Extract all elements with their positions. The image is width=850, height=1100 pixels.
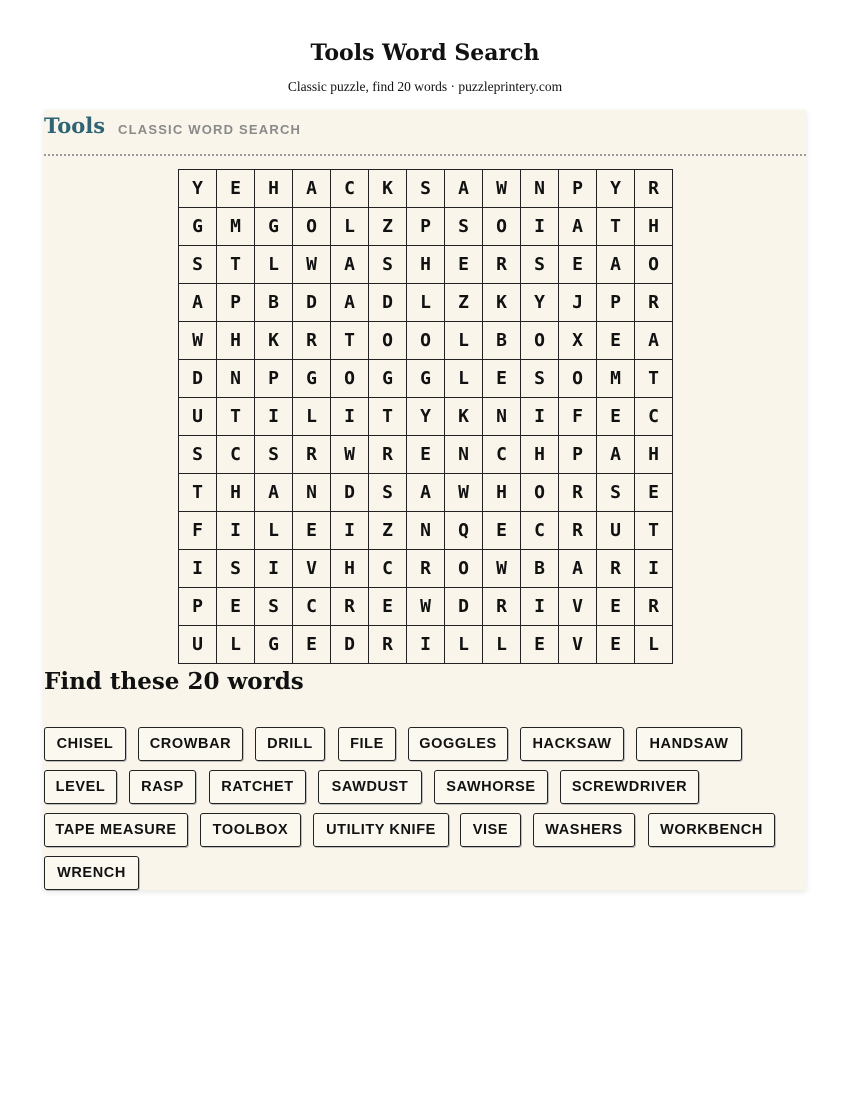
grid-cell[interactable]: R xyxy=(293,322,331,360)
grid-cell[interactable]: E xyxy=(559,246,597,284)
grid-cell[interactable]: E xyxy=(483,360,521,398)
grid-cell[interactable]: E xyxy=(293,626,331,664)
grid-cell[interactable]: P xyxy=(255,360,293,398)
grid-cell[interactable]: X xyxy=(559,322,597,360)
grid-cell[interactable]: O xyxy=(483,208,521,246)
grid-cell[interactable]: Q xyxy=(445,512,483,550)
grid-cell[interactable]: W xyxy=(445,474,483,512)
grid-cell[interactable]: S xyxy=(521,246,559,284)
grid-cell[interactable]: H xyxy=(407,246,445,284)
word-chip[interactable]: DRILL xyxy=(255,727,325,761)
grid-cell[interactable]: R xyxy=(635,284,673,322)
word-chip[interactable]: CROWBAR xyxy=(138,727,243,761)
grid-cell[interactable]: O xyxy=(521,474,559,512)
grid-cell[interactable]: P xyxy=(407,208,445,246)
grid-cell[interactable]: B xyxy=(521,550,559,588)
word-chip[interactable]: SAWHORSE xyxy=(434,770,548,804)
grid-cell[interactable]: R xyxy=(597,550,635,588)
word-chip[interactable]: WASHERS xyxy=(533,813,635,847)
grid-cell[interactable]: D xyxy=(331,626,369,664)
grid-cell[interactable]: N xyxy=(293,474,331,512)
word-chip[interactable]: WRENCH xyxy=(44,856,139,890)
puzzle-kind: CLASSIC WORD SEARCH xyxy=(118,122,302,137)
grid-cell[interactable]: N xyxy=(521,170,559,208)
grid-cell[interactable]: S xyxy=(521,360,559,398)
grid-cell[interactable]: N xyxy=(445,436,483,474)
grid-cell[interactable]: H xyxy=(217,474,255,512)
grid-cell[interactable]: P xyxy=(179,588,217,626)
grid-cell[interactable]: R xyxy=(483,246,521,284)
grid-cell[interactable]: H xyxy=(635,436,673,474)
grid-cell[interactable]: C xyxy=(369,550,407,588)
grid-cell[interactable]: G xyxy=(255,626,293,664)
grid-cell[interactable]: N xyxy=(407,512,445,550)
grid-cell[interactable]: R xyxy=(635,588,673,626)
page-subtitle: Classic puzzle, find 20 words · puzzleprintery.com xyxy=(287,79,563,94)
word-chip[interactable]: FILE xyxy=(338,727,396,761)
grid-cell[interactable]: H xyxy=(217,322,255,360)
grid-cell[interactable]: L xyxy=(445,322,483,360)
page-title: Tools Word Search xyxy=(310,40,540,66)
grid-cell[interactable]: D xyxy=(179,360,217,398)
grid-cell[interactable]: W xyxy=(407,588,445,626)
grid-cell[interactable]: S xyxy=(445,208,483,246)
grid-cell[interactable]: F xyxy=(179,512,217,550)
grid-cell[interactable]: I xyxy=(217,512,255,550)
grid-cell[interactable]: L xyxy=(407,284,445,322)
word-chip[interactable]: TAPE MEASURE xyxy=(44,813,188,847)
grid-cell[interactable]: D xyxy=(293,284,331,322)
grid-cell[interactable]: Y xyxy=(597,170,635,208)
grid-cell[interactable]: O xyxy=(407,322,445,360)
grid-cell[interactable]: T xyxy=(635,360,673,398)
grid-cell[interactable]: T xyxy=(369,398,407,436)
word-chip[interactable]: UTILITY KNIFE xyxy=(313,813,449,847)
grid-cell[interactable]: L xyxy=(445,360,483,398)
grid-cell[interactable]: A xyxy=(407,474,445,512)
grid-cell[interactable]: H xyxy=(521,436,559,474)
grid-cell[interactable]: F xyxy=(559,398,597,436)
grid-cell[interactable]: M xyxy=(597,360,635,398)
grid-cell[interactable]: L xyxy=(483,626,521,664)
grid-cell[interactable]: E xyxy=(521,626,559,664)
grid-cell[interactable]: U xyxy=(597,512,635,550)
grid-cell[interactable]: I xyxy=(331,398,369,436)
grid-cell[interactable]: S xyxy=(217,550,255,588)
grid-cell[interactable]: A xyxy=(597,246,635,284)
grid-cell[interactable]: D xyxy=(445,588,483,626)
words-heading: Find these 20 words xyxy=(44,668,304,695)
grid-cell[interactable]: G xyxy=(407,360,445,398)
grid-cell[interactable]: R xyxy=(559,512,597,550)
grid-cell[interactable]: H xyxy=(635,208,673,246)
word-row xyxy=(44,813,806,856)
grid-cell[interactable]: A xyxy=(293,170,331,208)
grid-cell[interactable]: A xyxy=(559,208,597,246)
grid-cell[interactable]: S xyxy=(407,170,445,208)
grid-cell[interactable]: R xyxy=(369,436,407,474)
grid-cell[interactable]: P xyxy=(559,436,597,474)
word-row xyxy=(44,770,806,813)
grid-cell[interactable]: K xyxy=(483,284,521,322)
grid-cell[interactable]: P xyxy=(597,284,635,322)
grid-cell[interactable]: C xyxy=(521,512,559,550)
grid-cell[interactable]: I xyxy=(407,626,445,664)
grid-cell[interactable]: L xyxy=(255,512,293,550)
word-chip[interactable]: HACKSAW xyxy=(520,727,624,761)
grid-cell[interactable]: W xyxy=(483,550,521,588)
grid-cell[interactable]: I xyxy=(331,512,369,550)
grid-cell[interactable]: A xyxy=(331,246,369,284)
grid-cell[interactable]: G xyxy=(369,360,407,398)
letter-grid xyxy=(178,169,673,664)
grid-cell[interactable]: E xyxy=(217,170,255,208)
grid-cell[interactable]: E xyxy=(597,626,635,664)
grid-cell[interactable]: H xyxy=(483,474,521,512)
grid-cell[interactable]: T xyxy=(217,398,255,436)
grid-cell[interactable]: S xyxy=(179,436,217,474)
grid-cell[interactable]: S xyxy=(369,474,407,512)
grid-cell[interactable]: C xyxy=(483,436,521,474)
grid-cell[interactable]: E xyxy=(483,512,521,550)
grid-cell[interactable]: O xyxy=(445,550,483,588)
grid-cell[interactable]: Y xyxy=(521,284,559,322)
grid-cell[interactable]: H xyxy=(255,170,293,208)
grid-cell[interactable]: C xyxy=(217,436,255,474)
grid-cell[interactable]: A xyxy=(179,284,217,322)
grid-cell[interactable]: H xyxy=(331,550,369,588)
grid-cell[interactable]: L xyxy=(255,246,293,284)
puzzle-card xyxy=(44,110,806,890)
grid-cell[interactable]: T xyxy=(331,322,369,360)
grid-cell[interactable]: A xyxy=(445,170,483,208)
grid-cell[interactable]: A xyxy=(255,474,293,512)
grid-cell[interactable]: K xyxy=(369,170,407,208)
grid-cell[interactable]: E xyxy=(597,588,635,626)
grid-cell[interactable]: E xyxy=(635,474,673,512)
grid-cell[interactable]: V xyxy=(559,588,597,626)
grid-cell[interactable]: G xyxy=(255,208,293,246)
grid-cell[interactable]: E xyxy=(597,322,635,360)
grid-cell[interactable]: O xyxy=(635,246,673,284)
grid-cell[interactable]: E xyxy=(217,588,255,626)
grid-cell[interactable]: L xyxy=(293,398,331,436)
grid-cell[interactable]: K xyxy=(445,398,483,436)
grid-cell[interactable]: I xyxy=(255,550,293,588)
grid-cell[interactable]: E xyxy=(597,398,635,436)
grid-cell[interactable]: A xyxy=(597,436,635,474)
grid-cell[interactable]: R xyxy=(331,588,369,626)
grid-cell[interactable]: A xyxy=(331,284,369,322)
grid-cell[interactable]: Z xyxy=(369,512,407,550)
grid-cell[interactable]: U xyxy=(179,626,217,664)
grid-cell[interactable]: T xyxy=(635,512,673,550)
grid-cell[interactable]: P xyxy=(559,170,597,208)
grid-cell[interactable]: E xyxy=(369,588,407,626)
grid-cell[interactable]: L xyxy=(635,626,673,664)
grid-cell[interactable]: I xyxy=(521,398,559,436)
grid-cell[interactable]: O xyxy=(331,360,369,398)
word-chip[interactable]: RASP xyxy=(129,770,196,804)
grid-cell[interactable]: M xyxy=(217,208,255,246)
grid-cell[interactable]: E xyxy=(407,436,445,474)
word-chip[interactable]: RATCHET xyxy=(209,770,306,804)
grid-cell[interactable]: Y xyxy=(407,398,445,436)
grid-cell[interactable]: S xyxy=(597,474,635,512)
grid-cell[interactable]: I xyxy=(521,208,559,246)
grid-cell[interactable]: I xyxy=(179,550,217,588)
word-chip[interactable]: WORKBENCH xyxy=(648,813,775,847)
grid-cell[interactable]: I xyxy=(635,550,673,588)
grid-cell[interactable]: W xyxy=(179,322,217,360)
grid-cell[interactable]: I xyxy=(255,398,293,436)
grid-cell[interactable]: S xyxy=(255,436,293,474)
grid-cell[interactable]: K xyxy=(255,322,293,360)
grid-cell[interactable]: U xyxy=(179,398,217,436)
grid-cell[interactable]: R xyxy=(559,474,597,512)
grid-cell[interactable]: S xyxy=(179,246,217,284)
grid-cell[interactable]: Z xyxy=(369,208,407,246)
word-chip[interactable]: VISE xyxy=(460,813,521,847)
word-chip[interactable]: SAWDUST xyxy=(318,770,422,804)
grid-cell[interactable]: N xyxy=(483,398,521,436)
grid-cell[interactable]: Z xyxy=(445,284,483,322)
word-chip[interactable]: CHISEL xyxy=(44,727,126,761)
grid-cell[interactable]: O xyxy=(293,208,331,246)
grid-cell[interactable]: B xyxy=(483,322,521,360)
grid-cell[interactable]: C xyxy=(635,398,673,436)
grid-cell[interactable]: N xyxy=(217,360,255,398)
grid-cell[interactable]: V xyxy=(293,550,331,588)
grid-cell[interactable]: T xyxy=(597,208,635,246)
grid-cell[interactable]: P xyxy=(217,284,255,322)
grid-cell[interactable]: G xyxy=(179,208,217,246)
grid-cell[interactable]: C xyxy=(293,588,331,626)
word-row xyxy=(44,727,806,770)
grid-cell[interactable]: J xyxy=(559,284,597,322)
grid-cell[interactable]: R xyxy=(635,170,673,208)
word-chip[interactable]: LEVEL xyxy=(44,770,117,804)
grid-cell[interactable]: D xyxy=(331,474,369,512)
grid-cell[interactable]: B xyxy=(255,284,293,322)
grid-cell[interactable]: A xyxy=(559,550,597,588)
grid-cell[interactable]: R xyxy=(293,436,331,474)
grid-cell[interactable]: R xyxy=(369,626,407,664)
grid-cell[interactable]: L xyxy=(217,626,255,664)
grid-cell[interactable]: T xyxy=(217,246,255,284)
word-row xyxy=(44,856,806,899)
grid-cell[interactable]: G xyxy=(293,360,331,398)
grid-cell[interactable]: T xyxy=(179,474,217,512)
word-chip[interactable]: GOGGLES xyxy=(408,727,508,761)
grid-cell[interactable]: S xyxy=(369,246,407,284)
grid-cell[interactable]: C xyxy=(331,170,369,208)
grid-cell[interactable]: I xyxy=(521,588,559,626)
word-chip[interactable]: HANDSAW xyxy=(636,727,742,761)
puzzle-brand: Tools xyxy=(44,113,106,138)
grid-cell[interactable]: R xyxy=(407,550,445,588)
grid-cell[interactable]: W xyxy=(331,436,369,474)
grid-cell[interactable]: E xyxy=(293,512,331,550)
grid-cell[interactable]: R xyxy=(483,588,521,626)
word-chip[interactable]: SCREWDRIVER xyxy=(560,770,699,804)
grid-cell[interactable]: S xyxy=(255,588,293,626)
grid-cell[interactable]: O xyxy=(521,322,559,360)
grid-cell[interactable]: D xyxy=(369,284,407,322)
grid-cell[interactable]: L xyxy=(331,208,369,246)
grid-cell[interactable]: V xyxy=(559,626,597,664)
grid-cell[interactable]: O xyxy=(369,322,407,360)
grid-cell[interactable]: O xyxy=(559,360,597,398)
grid-cell[interactable]: W xyxy=(293,246,331,284)
grid-cell[interactable]: L xyxy=(445,626,483,664)
word-chip[interactable]: TOOLBOX xyxy=(200,813,301,847)
grid-cell[interactable]: A xyxy=(635,322,673,360)
grid-cell[interactable]: Y xyxy=(179,170,217,208)
grid-cell[interactable]: E xyxy=(445,246,483,284)
card-header xyxy=(44,110,806,156)
grid-cell[interactable]: W xyxy=(483,170,521,208)
word-bank xyxy=(44,727,806,899)
